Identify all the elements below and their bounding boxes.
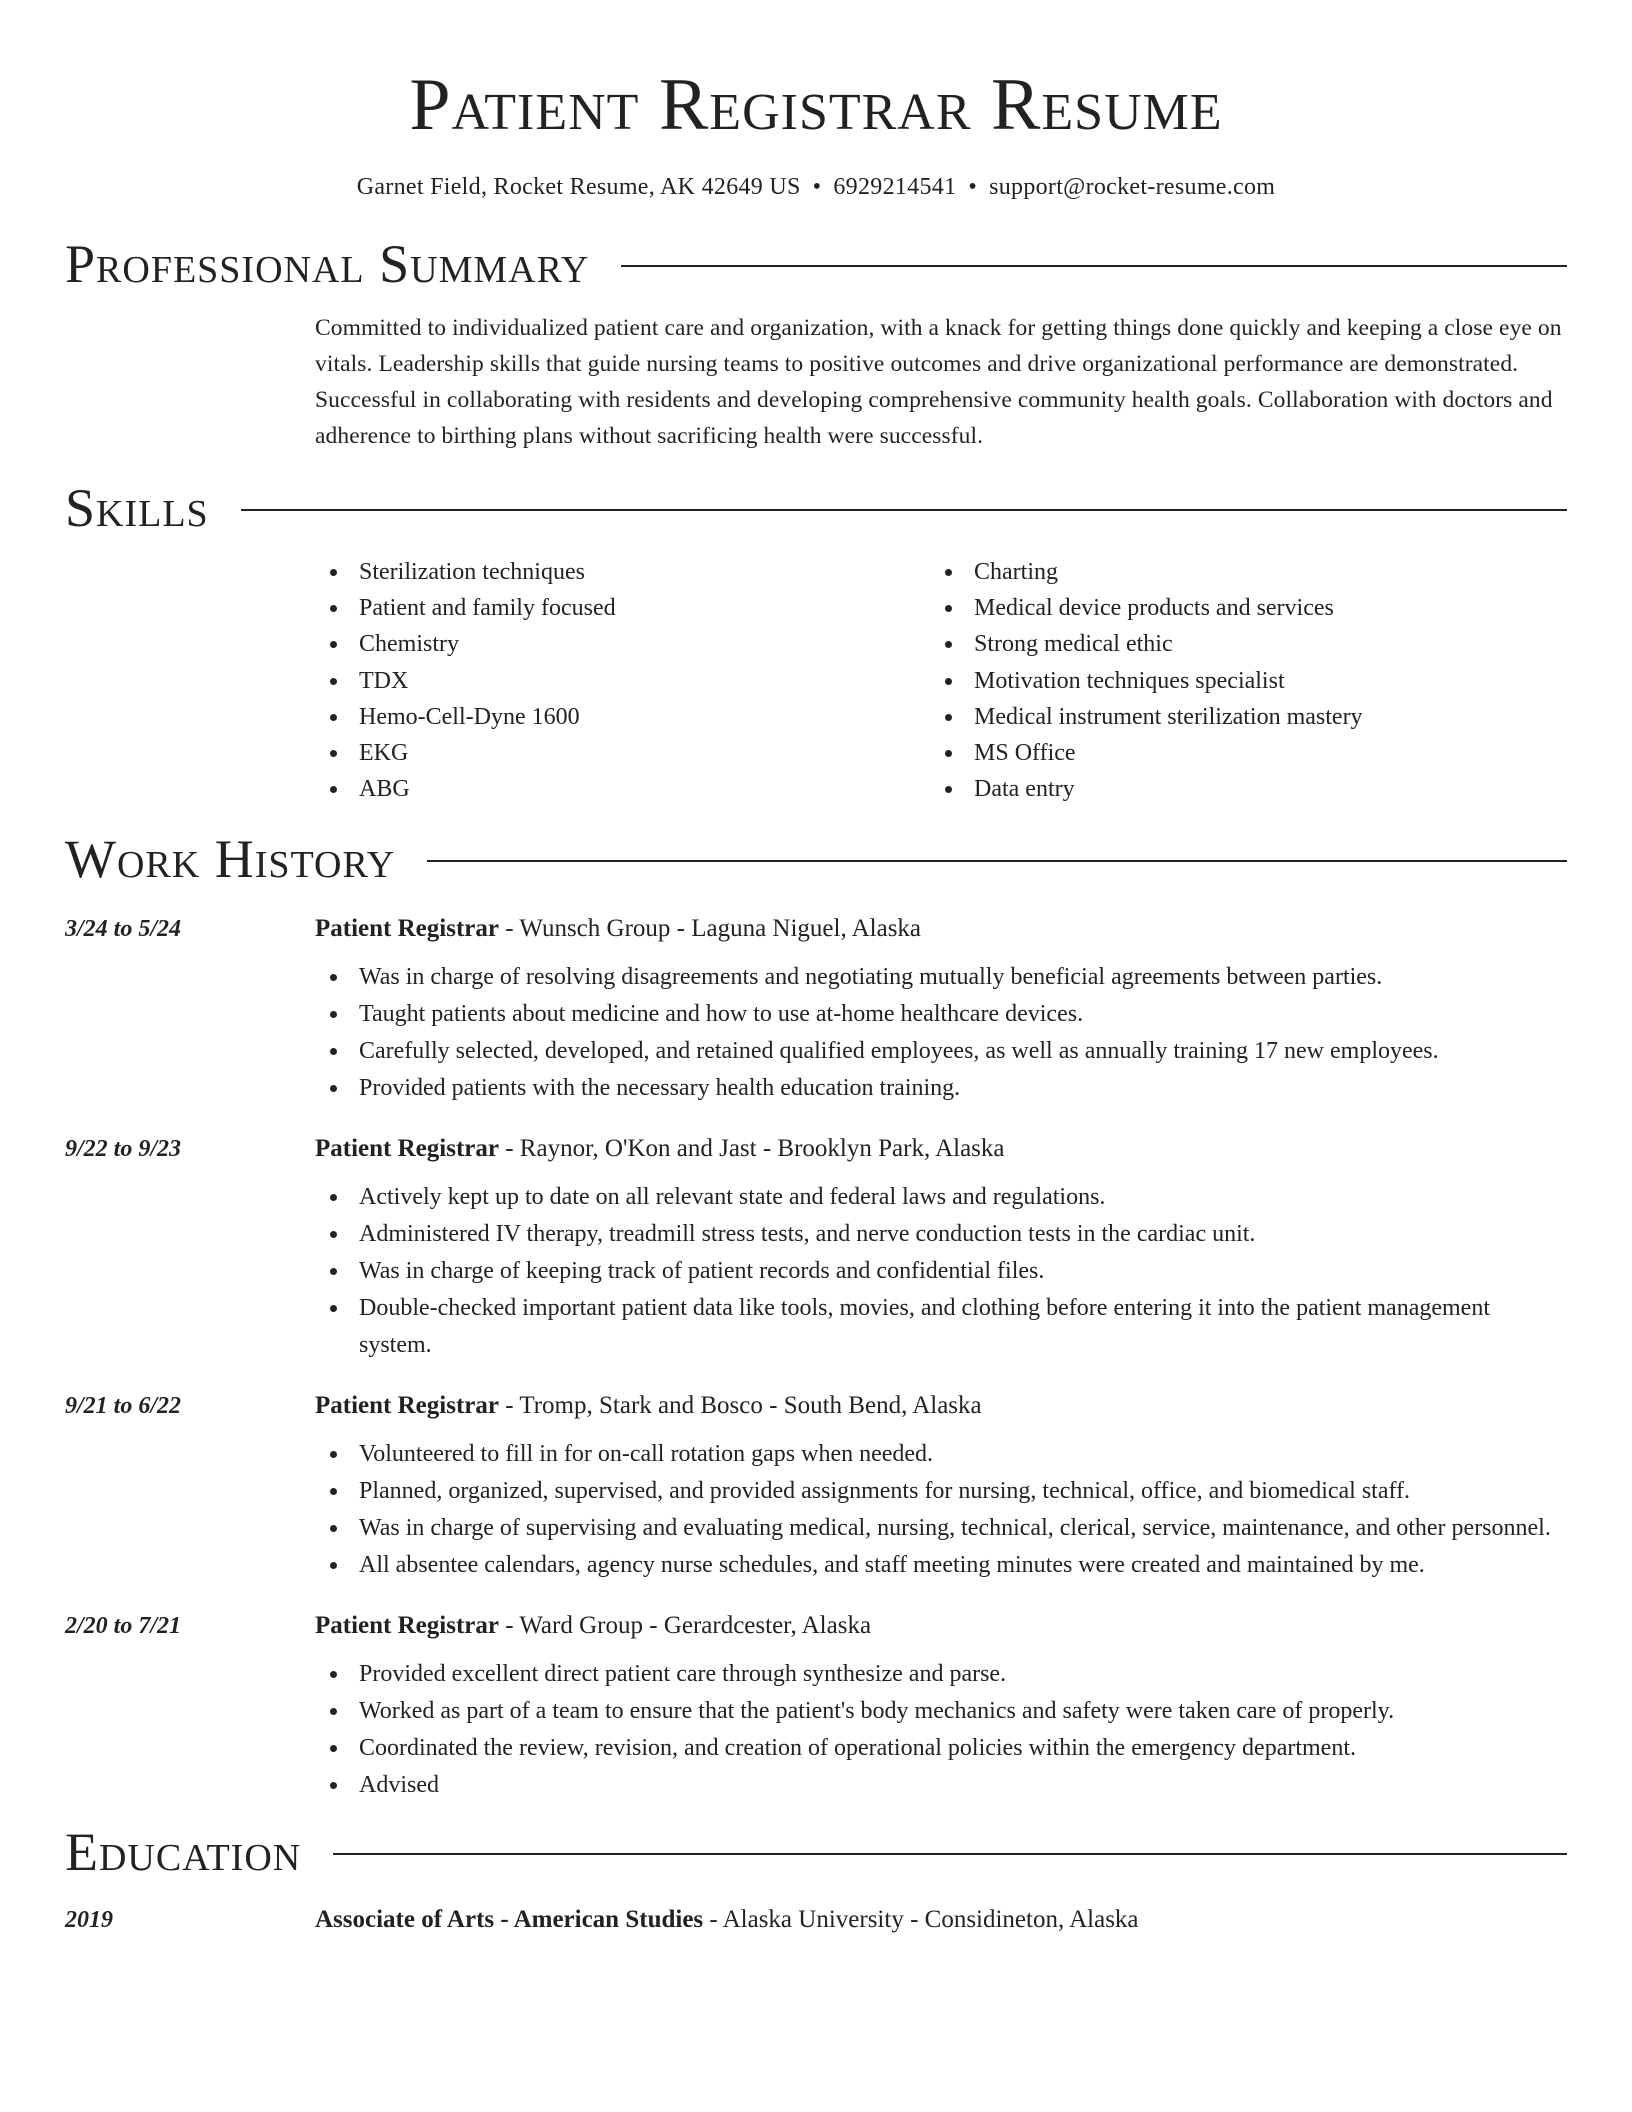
skill-item: MS Office (930, 735, 1545, 771)
contact-phone: 6929214541 (833, 174, 957, 200)
skill-item: Charting (930, 554, 1545, 590)
contact-email: support@rocket-resume.com (989, 174, 1276, 200)
section-divider (241, 509, 1567, 511)
job-title: Patient Registrar (315, 1135, 499, 1163)
section-divider (621, 265, 1567, 267)
job-bullet: Was in charge of resolving disagreements and negotiating mutually beneficial agreements between parties. (315, 959, 1567, 996)
contact-separator: • (968, 174, 978, 200)
job-title: Patient Registrar (315, 915, 499, 943)
skills-column-right (930, 554, 1545, 807)
job-header (65, 1610, 1567, 1642)
contact-address: Garnet Field, Rocket Resume, AK 42649 US (356, 174, 801, 200)
skills-column-left (315, 554, 930, 807)
job-employer: - Wunsch Group - Laguna Niguel, Alaska (498, 915, 922, 943)
job-bullets (315, 1179, 1567, 1364)
summary-section-header (65, 232, 1567, 296)
summary-text: Committed to individualized patient care and organization, with a knack for getting things done quickly and keeping a close eye on vitals. Leadership skills that guide nursing teams to positive outcomes and drive organizational performance are demonstrated. Successful in collaborating with residents and developing comprehensive community health goals. Collaboration with doctors and adherence to birthing plans without sacrificing health were successful. (315, 315, 1562, 449)
job-bullet: Provided excellent direct patient care through synthesize and parse. (315, 1656, 1567, 1693)
job-bullet: Administered IV therapy, treadmill stress tests, and nerve conduction tests in the cardiac unit. (315, 1216, 1567, 1253)
work-section-header (65, 827, 1567, 891)
job-bullet: Worked as part of a team to ensure that the patient's body mechanics and safety were taken care of properly. (315, 1693, 1567, 1730)
job-entry (65, 1610, 1567, 1804)
job-bullet: Double-checked important patient data like tools, movies, and clothing before entering it into the patient management system. (315, 1290, 1567, 1364)
job-dates: 3/24 to 5/24 (65, 916, 182, 943)
job-entry (65, 913, 1567, 1107)
job-header (65, 1390, 1567, 1422)
job-employer: - Tromp, Stark and Bosco - South Bend, Alaska (498, 1392, 982, 1420)
job-bullet: All absentee calendars, agency nurse schedules, and staff meeting minutes were created and maintained by me. (315, 1547, 1567, 1584)
skill-item: Strong medical ethic (930, 626, 1545, 662)
job-title-line (315, 1133, 1005, 1165)
skill-item: Patient and family focused (315, 590, 930, 626)
skill-item: Hemo-Cell-Dyne 1600 (315, 699, 930, 735)
job-bullets (315, 1436, 1567, 1584)
skill-item: Medical instrument sterilization mastery (930, 699, 1545, 735)
job-employer: - Raynor, O'Kon and Jast - Brooklyn Park, Alaska (498, 1135, 1005, 1163)
education-heading: Education (65, 1822, 302, 1883)
skill-item: Sterilization techniques (315, 554, 930, 590)
job-header (65, 913, 1567, 945)
job-title-line (315, 913, 921, 945)
contact-separator: • (812, 174, 822, 200)
skills-heading: Skills (65, 478, 209, 538)
job-dates: 9/22 to 9/23 (65, 1136, 182, 1163)
skill-item: TDX (315, 663, 930, 699)
contact-line (65, 172, 1567, 202)
job-title-line (315, 1390, 982, 1422)
education-year: 2019 (65, 1907, 113, 1934)
skill-item: Motivation techniques specialist (930, 663, 1545, 699)
job-bullet: Advised (315, 1767, 1567, 1804)
skills-section-header (65, 476, 1567, 540)
education-section-header (65, 1820, 1567, 1884)
summary-heading: Professional Summary (65, 234, 590, 294)
job-bullet: Provided patients with the necessary health education training. (315, 1070, 1567, 1107)
job-dates: 2/20 to 7/21 (65, 1613, 182, 1640)
job-bullet: Was in charge of keeping track of patient records and confidential files. (315, 1253, 1567, 1290)
job-entry (65, 1133, 1567, 1364)
page-title: Patient Registrar Resume (409, 64, 1223, 146)
education-school: - Alaska University - Considineton, Alaska (703, 1906, 1139, 1934)
work-heading: Work History (65, 829, 396, 890)
job-dates: 9/21 to 6/22 (65, 1393, 182, 1420)
section-divider (427, 860, 1567, 862)
job-title: Patient Registrar (315, 1612, 499, 1640)
job-bullet: Coordinated the review, revision, and creation of operational policies within the emergency department. (315, 1730, 1567, 1767)
work-history-list (65, 913, 1567, 1804)
job-bullet: Planned, organized, supervised, and provided assignments for nursing, technical, office, and biomedical staff. (315, 1473, 1567, 1510)
job-header (65, 1133, 1567, 1165)
skill-item: Data entry (930, 771, 1545, 807)
job-bullets (315, 959, 1567, 1107)
job-bullets (315, 1656, 1567, 1804)
education-degree: Associate of Arts - American Studies (315, 1906, 704, 1934)
education-entry (65, 1904, 1567, 1936)
section-divider (333, 1853, 1567, 1855)
skill-item: EKG (315, 735, 930, 771)
job-employer: - Ward Group - Gerardcester, Alaska (498, 1612, 872, 1640)
job-title-line (315, 1610, 871, 1642)
skills-list (315, 554, 1567, 807)
skill-item: ABG (315, 771, 930, 807)
skill-item: Chemistry (315, 626, 930, 662)
skill-item: Medical device products and services (930, 590, 1545, 626)
job-bullet: Was in charge of supervising and evaluating medical, nursing, technical, clerical, service, maintenance, and other personnel. (315, 1510, 1567, 1547)
education-details (315, 1904, 1139, 1936)
job-entry (65, 1390, 1567, 1584)
job-bullet: Volunteered to fill in for on-call rotation gaps when needed. (315, 1436, 1567, 1473)
job-bullet: Taught patients about medicine and how to use at-home healthcare devices. (315, 996, 1567, 1033)
job-bullet: Carefully selected, developed, and retained qualified employees, as well as annually training 17 new employees. (315, 1033, 1567, 1070)
job-bullet: Actively kept up to date on all relevant state and federal laws and regulations. (315, 1179, 1567, 1216)
job-title: Patient Registrar (315, 1392, 499, 1420)
